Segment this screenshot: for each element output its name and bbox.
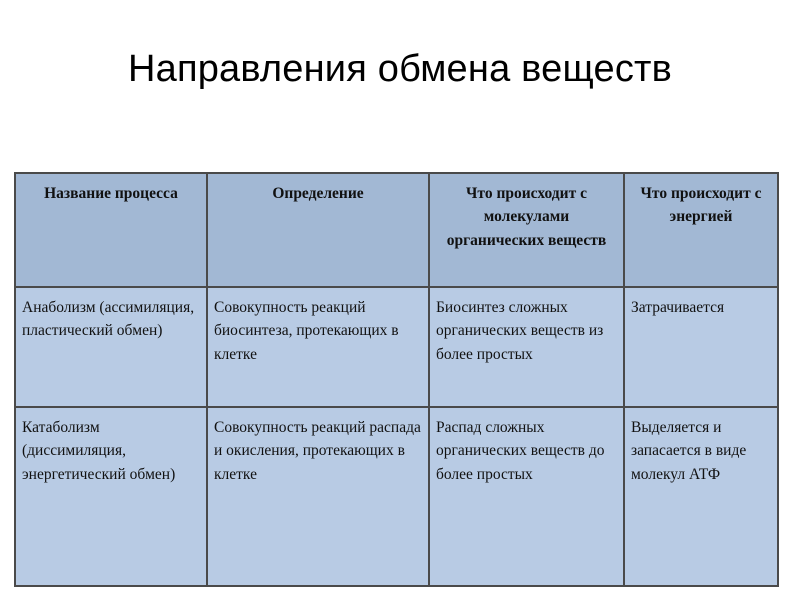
header-process-name: Название процесса — [15, 173, 207, 287]
header-molecules: Что происходит с молекулами органических веществ — [429, 173, 624, 287]
table-header-row — [15, 173, 778, 287]
cell-definition: Совокупность реакций распада и окисления, протекающих в клетке — [207, 407, 429, 586]
slide-title: Направления обмена веществ — [127, 48, 673, 90]
table-row-anabolism — [15, 287, 778, 407]
header-definition: Определение — [207, 173, 429, 287]
table-row-catabolism — [15, 407, 778, 586]
cell-energy: Затрачивается — [624, 287, 778, 407]
cell-molecules: Распад сложных органических веществ до более простых — [429, 407, 624, 586]
metabolism-table — [14, 172, 779, 587]
cell-definition: Совокупность реакций биосинтеза, протекающих в клетке — [207, 287, 429, 407]
cell-process: Анаболизм (ассимиляция, пластический обмен) — [15, 287, 207, 407]
cell-process: Катаболизм (диссимиляция, энергетический обмен) — [15, 407, 207, 586]
cell-molecules: Биосинтез сложных органических веществ из более простых — [429, 287, 624, 407]
header-energy: Что происходит с энергией — [624, 173, 778, 287]
cell-energy: Выделяется и запасается в виде молекул АТФ — [624, 407, 778, 586]
